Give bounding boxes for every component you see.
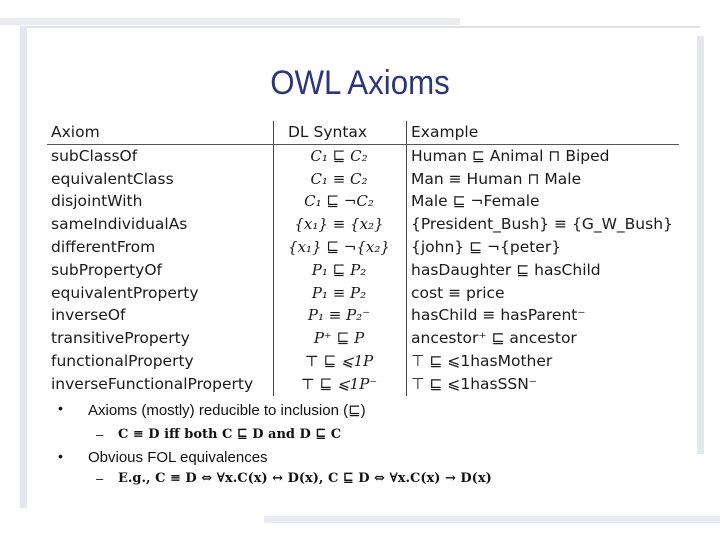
axiom-example: {President_Bush} ≡ {G_W_Bush} [407,213,679,236]
axiom-name: transitiveProperty [51,329,190,348]
sub-bullet-text: E.g., C ≡ D ⇔ ∀x.C(x) ↔ D(x), C ⊑ D ⇔ ∀x.C(x) → D(x) [118,471,492,486]
axiom-example: ⊤ ⊑ ⩽1hasSSN⁻ [407,373,679,396]
dl-syntax: C₁ ⊑ ¬C₂ [274,190,407,213]
table-row [47,144,679,167]
table-header-row [47,121,679,144]
axiom-example: ⊤ ⊑ ⩽1hasMother [407,350,679,373]
axioms-table [47,121,679,396]
header-axiom: Axiom [47,121,274,144]
decorative-bottom-band [264,516,720,523]
dl-syntax: C₁ ≡ C₂ [274,168,407,191]
axiom-name: inverseFunctionalProperty [51,374,254,393]
table-row [47,236,679,259]
decorative-left-bar [20,26,27,508]
sub-bullet-marker: – [96,471,104,486]
axiom-example: ancestor⁺ ⊑ ancestor [407,327,679,350]
axiom-example: Male ⊑ ¬Female [407,190,679,213]
dl-syntax: P₁ ≡ P₂⁻ [274,304,407,327]
slide-title: OWL Axioms [270,64,450,102]
axiom-example: Man ≡ Human ⊓ Male [407,168,679,191]
dl-syntax: {x₁} ⊑ ¬{x₂} [274,236,407,259]
axiom-name: equivalentProperty [51,283,199,302]
axiom-example: Human ⊑ Animal ⊓ Biped [407,144,679,167]
bullet-text: Obvious FOL equivalences [88,449,268,466]
axiom-name: subClassOf [51,146,138,165]
decorative-right-bar [697,36,704,454]
dl-syntax: P⁺ ⊑ P [274,327,407,350]
sub-bullet-marker: – [96,427,104,442]
axiom-name: disjointWith [51,192,143,211]
table-row [47,282,679,305]
bullet-marker: • [58,400,63,416]
bullet-marker: • [58,448,63,464]
decorative-top-line [20,26,700,28]
table-row [47,168,679,191]
axiom-name: functionalProperty [51,351,194,370]
dl-syntax: {x₁} ≡ {x₂} [274,213,407,236]
table-row [47,373,679,396]
axiom-example: hasChild ≡ hasParent⁻ [407,304,679,327]
axiom-name: subPropertyOf [51,260,162,279]
header-example: Example [407,121,679,144]
table-row [47,327,679,350]
dl-syntax: C₁ ⊑ C₂ [274,144,407,167]
axiom-example: cost ≡ price [407,282,679,305]
dl-syntax: P₁ ≡ P₂ [274,282,407,305]
axiom-name: equivalentClass [51,169,174,188]
decorative-top-band [0,18,460,25]
axiom-name: differentFrom [51,237,156,256]
dl-syntax: ⊤ ⊑ ⩽1P [274,350,407,373]
axiom-example: hasDaughter ⊑ hasChild [407,259,679,282]
axiom-example: {john} ⊑ ¬{peter} [407,236,679,259]
dl-syntax: ⊤ ⊑ ⩽1P⁻ [274,373,407,396]
sub-bullet-text: C ≡ D iff both C ⊑ D and D ⊑ C [118,427,342,442]
table-row [47,190,679,213]
table-row [47,213,679,236]
bullet-text: Axioms (mostly) reducible to inclusion (⊑) [88,402,366,419]
axiom-name: sameIndividualAs [51,215,188,234]
dl-syntax: P₁ ⊑ P₂ [274,259,407,282]
table-row [47,259,679,282]
axiom-name: inverseOf [51,306,126,325]
header-dl-syntax: DL Syntax [274,121,407,144]
table-row [47,304,679,327]
table-row [47,350,679,373]
